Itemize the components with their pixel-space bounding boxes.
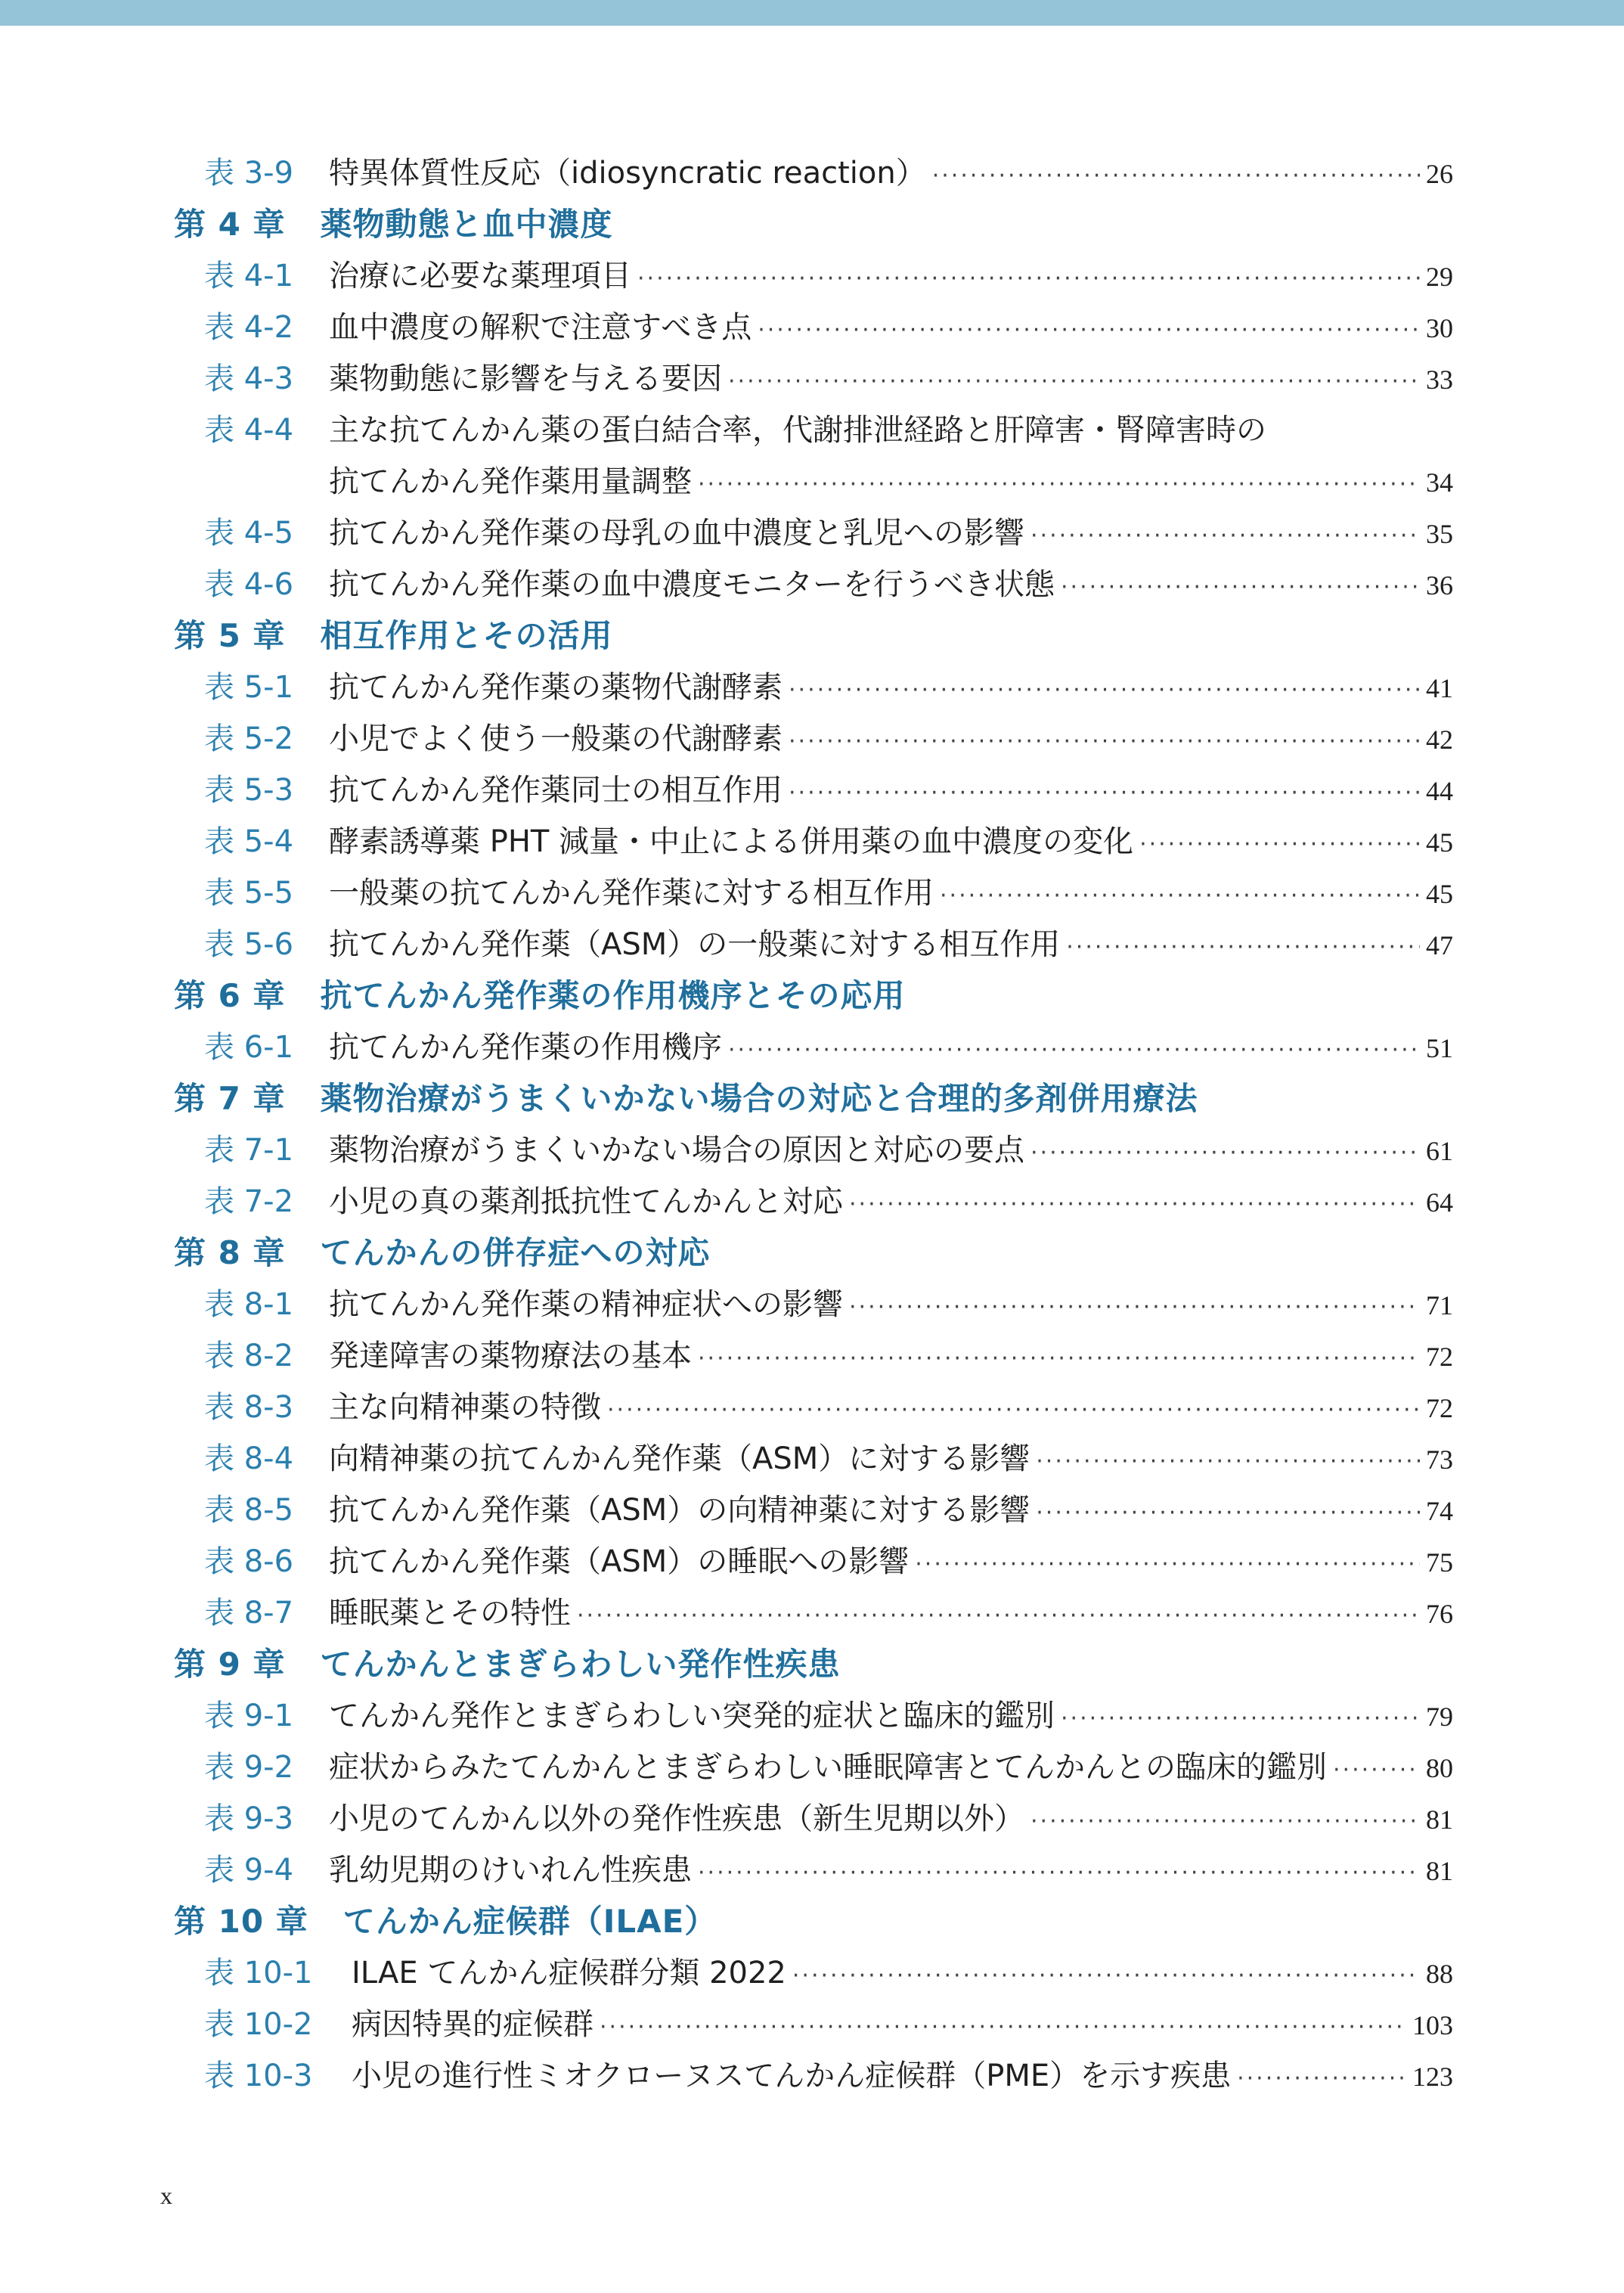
table-number: 表 8-6: [204, 1544, 294, 1579]
toc-entry[interactable]: [174, 662, 1453, 713]
entry-title: 小児のてんかん以外の発作性疾患（新生児期以外）: [329, 1801, 1024, 1836]
toc-entry[interactable]: [174, 2050, 1453, 2102]
dot-leader: [940, 870, 1420, 922]
chapter-number: 第 4 章: [174, 206, 286, 243]
dot-leader: [728, 356, 1420, 408]
entry-page-number: 81: [1426, 1856, 1453, 1886]
toc-chapter-heading[interactable]: [174, 1227, 1453, 1279]
dot-leader: [1333, 1745, 1420, 1796]
dot-leader: [789, 716, 1420, 768]
entry-page-number: 72: [1426, 1393, 1453, 1423]
dot-leader: [637, 253, 1420, 305]
entry-page-number: 34: [1426, 467, 1453, 498]
entry-title: 向精神薬の抗てんかん発作薬（ASM）に対する影響: [329, 1441, 1030, 1476]
entry-title: 一般薬の抗てんかん発作薬に対する相互作用: [329, 876, 934, 911]
chapter-number: 第 6 章: [174, 977, 286, 1014]
toc-entry[interactable]: [174, 1330, 1453, 1382]
toc-entry[interactable]: [174, 302, 1453, 353]
toc-entry[interactable]: [174, 1433, 1453, 1485]
chapter-title: てんかん症候群（ILAE）: [342, 1903, 717, 1940]
table-number: 表 8-1: [204, 1287, 294, 1322]
entry-title: 小児でよく使う一般薬の代謝酵素: [329, 721, 783, 756]
dot-leader: [915, 1539, 1420, 1590]
entry-page-number: 80: [1426, 1753, 1453, 1783]
dot-leader: [789, 665, 1420, 716]
entry-page-number: 75: [1426, 1547, 1453, 1578]
dot-leader: [849, 1282, 1420, 1333]
table-number: 表 4-3: [204, 361, 294, 396]
entry-page-number: 51: [1426, 1033, 1453, 1063]
table-number: 表 8-4: [204, 1441, 294, 1476]
dot-leader: [698, 1333, 1420, 1385]
chapter-title: てんかんの併存症への対応: [320, 1234, 711, 1271]
toc-entry[interactable]: [174, 1947, 1453, 1999]
entry-title: 血中濃度の解釈で注意すべき点: [329, 310, 752, 345]
toc-chapter-heading[interactable]: [174, 1073, 1453, 1125]
entry-page-number: 81: [1426, 1804, 1453, 1835]
table-number: 表 4-5: [204, 516, 294, 551]
entry-title: 抗てんかん発作薬の精神症状への影響: [329, 1287, 843, 1322]
entry-page-number: 29: [1426, 262, 1453, 292]
entry-page-number: 71: [1426, 1290, 1453, 1320]
entry-title: 薬物動態に影響を与える要因: [329, 361, 722, 396]
toc-entry[interactable]: [174, 1690, 1453, 1742]
chapter-number: 第 7 章: [174, 1080, 286, 1117]
dot-leader: [1061, 1693, 1420, 1745]
chapter-title: 抗てんかん発作薬の作用機序とその応用: [320, 977, 906, 1014]
entry-page-number: 42: [1426, 725, 1453, 755]
entry-page-number: 123: [1412, 2062, 1453, 2092]
table-number: 表 8-2: [204, 1339, 294, 1373]
table-number: 表 9-1: [204, 1699, 294, 1733]
entry-title: 睡眠薬とその特性: [329, 1596, 571, 1631]
table-number: 表 8-5: [204, 1493, 294, 1528]
toc-entry[interactable]: [174, 765, 1453, 816]
entry-page-number: 45: [1426, 827, 1453, 858]
dot-leader: [792, 1950, 1420, 2002]
table-number: 表 3-9: [204, 156, 294, 191]
entry-title: 病因特異的症候群: [352, 2007, 594, 2042]
entry-title: 抗てんかん発作薬の母乳の血中濃度と乳児への影響: [329, 516, 1024, 551]
toc-entry[interactable]: [174, 1742, 1453, 1793]
chapter-number: 第 5 章: [174, 617, 286, 654]
entry-page-number: 79: [1426, 1702, 1453, 1732]
entry-title: 発達障害の薬物療法の基本: [329, 1339, 692, 1373]
toc-entry[interactable]: [174, 1279, 1453, 1330]
chapter-title: てんかんとまぎらわしい発作性疾患: [320, 1646, 841, 1683]
entry-title: 酵素誘導薬 PHT 減量・中止による併用薬の血中濃度の変化: [329, 824, 1134, 859]
dot-leader: [1030, 510, 1420, 562]
table-number: 表 9-2: [204, 1750, 294, 1785]
entry-title: 抗てんかん発作薬の薬物代謝酵素: [329, 670, 783, 705]
entry-title: 抗てんかん発作薬（ASM）の向精神薬に対する影響: [329, 1493, 1030, 1528]
dot-leader: [1036, 1488, 1420, 1539]
table-number: 表 4-4: [204, 413, 294, 448]
dot-leader: [789, 768, 1420, 819]
dot-leader: [1036, 1436, 1420, 1488]
table-number: 表 7-1: [204, 1133, 294, 1168]
entry-title: 抗てんかん発作薬（ASM）の一般薬に対する相互作用: [329, 927, 1061, 962]
table-number: 表 10-2: [204, 2007, 313, 2042]
entry-title: ILAE てんかん症候群分類 2022: [352, 1956, 786, 1990]
entry-title: 症状からみたてんかんとまぎらわしい睡眠障害とてんかんとの臨床的鑑別: [329, 1750, 1327, 1785]
toc-entry[interactable]: [174, 919, 1453, 970]
entry-title: 抗てんかん発作薬の血中濃度モニターを行うべき状態: [329, 567, 1055, 602]
entry-title: 主な向精神薬の特徴: [329, 1390, 601, 1425]
entry-page-number: 26: [1426, 159, 1453, 189]
toc-entry[interactable]: [174, 1536, 1453, 1587]
dot-leader: [1237, 2053, 1406, 2105]
toc-entry[interactable]: [174, 405, 1453, 456]
toc-entry[interactable]: [174, 1587, 1453, 1639]
entry-page-number: 88: [1426, 1959, 1453, 1989]
dot-leader: [758, 305, 1420, 356]
entry-page-number: 61: [1426, 1136, 1453, 1166]
entry-page-number: 45: [1426, 879, 1453, 909]
toc-entry[interactable]: [174, 353, 1453, 405]
toc-entry[interactable]: [174, 1382, 1453, 1433]
entry-title: 薬物治療がうまくいかない場合の原因と対応の要点: [329, 1133, 1024, 1168]
dot-leader: [932, 150, 1420, 202]
entry-title: 抗てんかん発作薬同士の相互作用: [329, 773, 783, 808]
entry-page-number: 35: [1426, 519, 1453, 549]
chapter-title: 薬物動態と血中濃度: [320, 206, 613, 243]
dot-leader: [698, 1848, 1420, 1899]
table-number: 表 9-3: [204, 1801, 294, 1836]
entry-title: 抗てんかん発作薬の作用機序: [329, 1030, 722, 1065]
toc-entry[interactable]: [174, 1793, 1453, 1845]
table-number: 表 5-3: [204, 773, 294, 808]
toc-chapter-heading[interactable]: [174, 1639, 1453, 1690]
table-number: 表 10-1: [204, 1956, 313, 1990]
table-number: 表 5-6: [204, 927, 294, 962]
toc-entry[interactable]: [174, 1125, 1453, 1176]
toc-chapter-heading[interactable]: [174, 970, 1453, 1022]
entry-title: 抗てんかん発作薬用量調整: [329, 464, 692, 499]
entry-title: 抗てんかん発作薬（ASM）の睡眠への影響: [329, 1544, 910, 1579]
entry-page-number: 33: [1426, 365, 1453, 395]
toc-entry[interactable]: [174, 250, 1453, 302]
dot-leader: [698, 459, 1420, 510]
table-number: 表 5-1: [204, 670, 294, 705]
chapter-title: 薬物治療がうまくいかない場合の対応と合理的多剤併用療法: [320, 1080, 1198, 1117]
table-number: 表 4-2: [204, 310, 294, 345]
entry-title: 乳幼児期のけいれん性疾患: [329, 1853, 692, 1888]
page-number: x: [160, 2182, 172, 2209]
toc-entry[interactable]: [174, 1022, 1453, 1073]
entry-title: 治療に必要な薬理項目: [329, 259, 631, 293]
table-number: 表 5-5: [204, 876, 294, 911]
table-number: 表 5-4: [204, 824, 294, 859]
table-number: 表 8-3: [204, 1390, 294, 1425]
dot-leader: [1066, 922, 1420, 973]
table-number: 表 10-3: [204, 2059, 313, 2093]
toc-entry-continuation[interactable]: [174, 456, 1453, 507]
top-color-band: [0, 0, 1624, 26]
entry-page-number: 76: [1426, 1599, 1453, 1629]
chapter-number: 第 10 章: [174, 1903, 308, 1940]
table-number: 表 8-7: [204, 1596, 294, 1631]
toc-entry[interactable]: [174, 1176, 1453, 1227]
entry-title: 主な抗てんかん薬の蛋白結合率，代謝排泄経路と肝障害・腎障害時の: [329, 413, 1266, 448]
toc-entry[interactable]: [174, 713, 1453, 765]
entry-page-number: 64: [1426, 1187, 1453, 1218]
entry-page-number: 103: [1412, 2010, 1453, 2040]
toc-entry[interactable]: [174, 1845, 1453, 1896]
toc-entry[interactable]: [174, 1999, 1453, 2050]
toc-entry[interactable]: [174, 507, 1453, 559]
toc-entry[interactable]: [174, 1485, 1453, 1536]
entry-title: 特異体質性反応（idiosyncratic reaction）: [329, 156, 926, 191]
dot-leader: [849, 1179, 1420, 1230]
table-number: 表 4-1: [204, 259, 294, 293]
table-number: 表 7-2: [204, 1184, 294, 1219]
dot-leader: [1030, 1796, 1420, 1848]
entry-page-number: 72: [1426, 1342, 1453, 1372]
toc-entry[interactable]: [174, 867, 1453, 919]
entry-page-number: 73: [1426, 1444, 1453, 1475]
dot-leader: [1061, 562, 1420, 613]
dot-leader: [600, 2002, 1406, 2053]
entry-title: てんかん発作とまぎらわしい突発的症状と臨床的鑑別: [329, 1699, 1055, 1733]
table-number: 表 9-4: [204, 1853, 294, 1888]
table-number: 表 6-1: [204, 1030, 294, 1065]
dot-leader: [728, 1025, 1420, 1076]
toc-entry[interactable]: [174, 816, 1453, 867]
dot-leader: [1030, 1128, 1420, 1179]
entry-title: 小児の進行性ミオクローヌスてんかん症候群（PME）を示す疾患: [352, 2059, 1232, 2093]
table-number: 表 5-2: [204, 721, 294, 756]
entry-page-number: 74: [1426, 1496, 1453, 1526]
toc-chapter-heading[interactable]: [174, 199, 1453, 250]
toc-chapter-heading[interactable]: [174, 1896, 1453, 1947]
dot-leader: [607, 1385, 1420, 1436]
dot-leader: [577, 1590, 1420, 1642]
entry-page-number: 44: [1426, 776, 1453, 806]
entry-page-number: 30: [1426, 313, 1453, 343]
chapter-title: 相互作用とその活用: [320, 617, 613, 654]
table-of-contents: [174, 147, 1453, 2102]
toc-chapter-heading[interactable]: [174, 610, 1453, 662]
dot-leader: [1139, 819, 1420, 870]
chapter-number: 第 8 章: [174, 1234, 286, 1271]
entry-page-number: 47: [1426, 930, 1453, 960]
toc-entry[interactable]: [174, 147, 1453, 199]
entry-page-number: 41: [1426, 673, 1453, 703]
entry-title: 小児の真の薬剤抵抗性てんかんと対応: [329, 1184, 843, 1219]
chapter-number: 第 9 章: [174, 1646, 286, 1683]
entry-page-number: 36: [1426, 570, 1453, 600]
table-number: 表 4-6: [204, 567, 294, 602]
toc-entry[interactable]: [174, 559, 1453, 610]
